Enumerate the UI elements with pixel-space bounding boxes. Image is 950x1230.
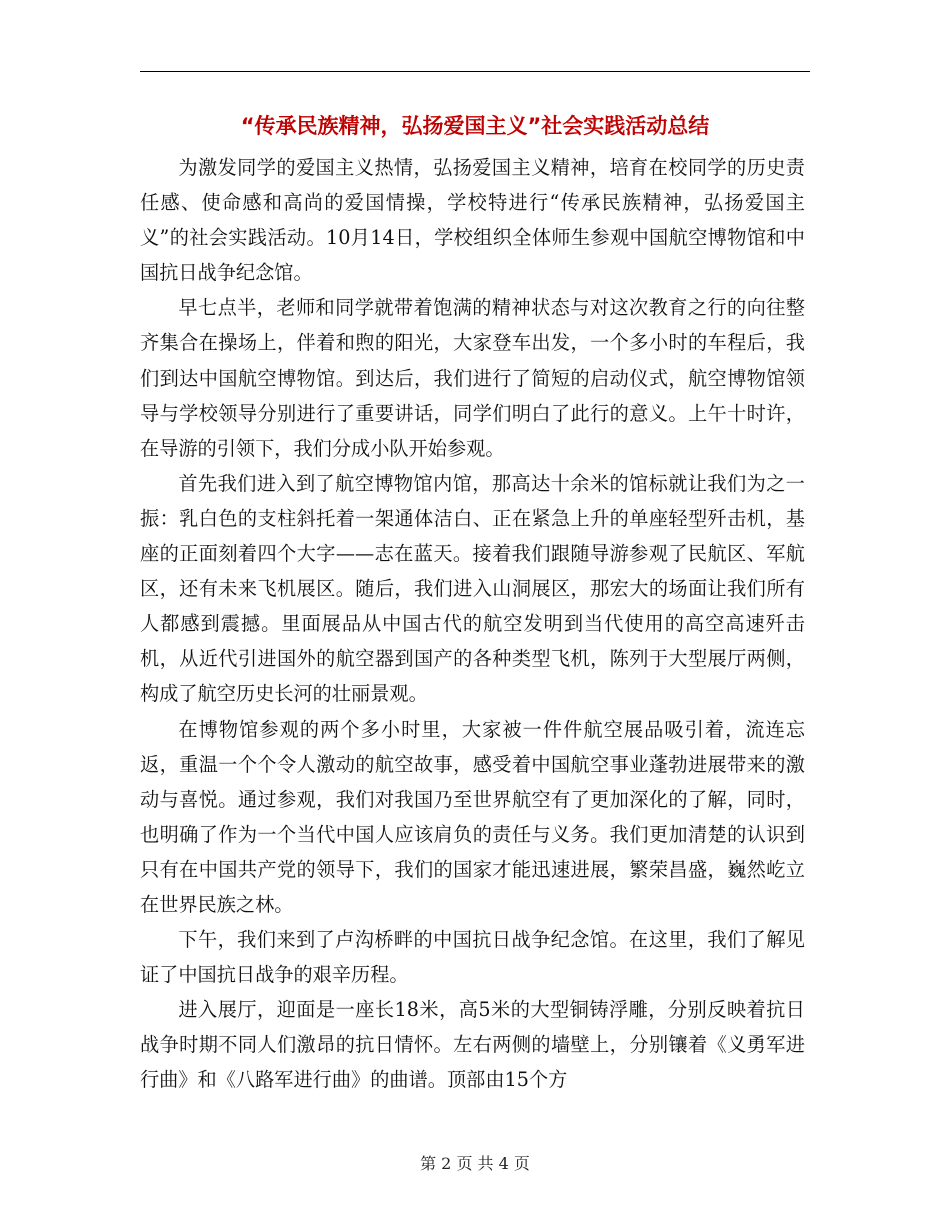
paragraph-aviation-museum: 首先我们进入到了航空博物馆内馆，那高达十余米的馆标就让我们为之一振：乳白色的支柱斜托着一架通体洁白、正在紧急上升的单座轻型歼击机，基座的正面刻着四个大字——志在蓝天。接着我们跟随导游参观了民航区、军航区，还有未来飞机展区。随后，我们进入山洞展区，那宏大的场面让我们所有人都感到震撼。里面展品从中国古代的航空发明到当代使用的高空高速歼击机，从近代引进国外的航空器到国产的各种类型飞机，陈列于大型展厅两侧，构成了航空历史长河的壮丽景观。 xyxy=(140,471,805,706)
document-title: “传承民族精神，弘扬爱国主义”社会实践活动总结 xyxy=(240,114,710,138)
paragraph-museum-reflection: 在博物馆参观的两个多小时里，大家被一件件航空展品吸引着，流连忘返，重温一个个令人激动的航空故事，感受着中国航空事业蓬勃进展带来的激动与喜悦。通过参观，我们对我国乃至世界航空有了更加深化的了解，同时，也明确了作为一个当代中国人应该肩负的责任与义务。我们更加清楚的认识到只有在中国共产党的领导下，我们的国家才能迅速进展，繁荣昌盛，巍然屹立在世界民族之林。 xyxy=(140,717,805,916)
document-body xyxy=(140,150,805,1098)
paragraph-intro: 为激发同学的爱国主义热情，弘扬爱国主义精神，培育在校同学的历史责任感、使命感和高尚的爱国情操，学校特进行“传承民族精神，弘扬爱国主义”的社会实践活动。10月14日，学校组织全体师生参观中国航空博物馆和中国抗日战争纪念馆。 xyxy=(140,156,805,285)
paragraph-afternoon: 下午，我们来到了卢沟桥畔的中国抗日战争纪念馆。在这里，我们了解见证了中国抗日战争的艰辛历程。 xyxy=(140,928,805,987)
paragraph-exhibition-hall: 进入展厅，迎面是一座长18米，高5米的大型铜铸浮雕，分别反映着抗日战争时期不同人们激昂的抗日情怀。左右两侧的墙壁上，分别镶着《义勇军进行曲》和《八路军进行曲》的曲谱。顶部由15个方 xyxy=(140,998,805,1092)
header-rule xyxy=(140,71,810,72)
page-number: 第 2 页 共 4 页 xyxy=(420,1154,530,1173)
paragraph-morning: 早七点半，老师和同学就带着饱满的精神状态与对这次教育之行的向往整齐集合在操场上，伴着和煦的阳光，大家登车出发，一个多小时的车程后，我们到达中国航空博物馆。到达后，我们进行了简短的启动仪式，航空博物馆领导与学校领导分别进行了重要讲话，同学们明白了此行的意义。上午十时许，在导游的引领下，我们分成小队开始参观。 xyxy=(140,296,805,460)
